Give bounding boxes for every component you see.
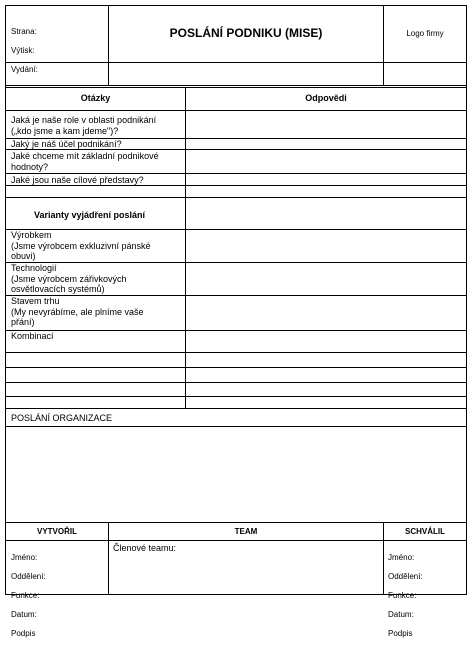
created-date-field: Datum: <box>11 610 37 620</box>
variant-answer-technology[interactable] <box>186 263 466 295</box>
variant-combination: Kombinací <box>11 331 54 341</box>
approved-name-field: Jméno: <box>388 552 415 562</box>
created-by-fields <box>11 543 46 649</box>
answer-cell-purpose[interactable] <box>186 139 466 149</box>
answers-column-header: Odpovědi <box>305 93 347 103</box>
print-label: Výtisk: <box>11 45 35 55</box>
mission-text-area[interactable] <box>6 427 466 522</box>
created-department-field: Oddělení: <box>11 571 46 581</box>
issue-label: Vydání: <box>11 64 38 74</box>
company-logo-placeholder: Logo firmy <box>406 29 444 38</box>
approved-department-field: Oddělení: <box>388 571 423 581</box>
question-purpose: Jaký je náš účel podnikání? <box>11 139 122 149</box>
approved-role-field: Funkce: <box>388 590 417 600</box>
variant-answer-product[interactable] <box>186 230 466 262</box>
variant-market: Stavem trhu (My nevyrábíme, ale plníme vaše přání) <box>11 296 144 327</box>
variants-heading: Varianty vyjádření poslání <box>34 210 146 220</box>
approved-date-field: Datum: <box>388 610 414 620</box>
team-members-label: Členové teamu: <box>113 543 177 553</box>
created-name-field: Jméno: <box>11 552 38 562</box>
question-goals: Jaké jsou naše cílové představy? <box>11 175 144 185</box>
created-by-heading: VYTVOŘIL <box>36 527 77 536</box>
variant-answer-market[interactable] <box>186 296 466 330</box>
team-heading: TEAM <box>234 527 258 536</box>
page-title: POSLÁNÍ PODNIKU (MISE) <box>169 26 323 40</box>
mission-label: POSLÁNÍ ORGANIZACE <box>11 413 113 423</box>
header-meta <box>11 17 38 84</box>
variant-answer-combination[interactable] <box>186 331 466 352</box>
question-role: Jaká je naše role v oblasti podnikání („kdo jsme a kam jdeme")? <box>11 115 157 136</box>
answer-cell-values[interactable] <box>186 150 466 173</box>
approved-signature-field: Podpis <box>388 629 413 639</box>
answer-cell-role[interactable] <box>186 111 466 138</box>
approved-by-heading: SCHVÁLIL <box>405 527 445 536</box>
variant-product: Výrobkem (Jsme výrobcem exkluzivní pánské obuvi) <box>11 230 151 261</box>
approved-by-fields <box>388 543 423 649</box>
answer-cell-goals[interactable] <box>186 174 466 185</box>
page-label: Strana: <box>11 26 37 36</box>
variant-technology: Technologií (Jsme výrobcem zářivkových osvětlovacích systémů) <box>11 263 127 294</box>
created-signature-field: Podpis <box>11 629 36 639</box>
question-values: Jaké chceme mít základní podnikové hodnoty? <box>11 151 159 172</box>
questions-column-header: Otázky <box>80 93 111 103</box>
created-role-field: Funkce: <box>11 590 40 600</box>
